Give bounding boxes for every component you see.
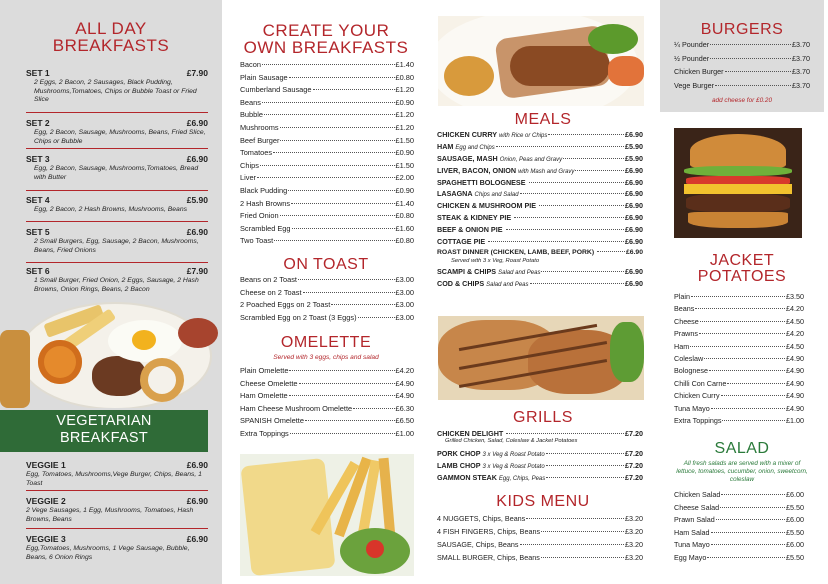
jacket-item xyxy=(674,416,804,428)
meal-name: SPAGHETTI BOLOGNESE xyxy=(437,177,526,187)
item-price: £1.00 xyxy=(395,428,414,438)
item-name: Ham Salad xyxy=(674,527,710,537)
item-price: £0.80 xyxy=(395,211,414,221)
item-price: £5.50 xyxy=(786,552,804,562)
meal-name: CHICKEN CURRY xyxy=(437,130,498,139)
salad-item xyxy=(674,515,804,528)
set-description: Egg, 2 Bacon, Sausage, Mushrooms,Tomatoes, Bread with Butter xyxy=(34,165,199,181)
meal-name: SCAMPI & CHIPS xyxy=(437,266,497,276)
create-item xyxy=(240,148,414,161)
set-description: 1 Small Burger, Fried Onion, 2 Eggs, Sausage, 2 Hash Browns, Onion Rings, Beans, 2 Bacon xyxy=(34,277,199,293)
burger-item xyxy=(674,54,810,68)
roast-dinner-photo xyxy=(438,16,644,106)
item-price: £3.00 xyxy=(395,300,414,310)
set-name: SET 6 xyxy=(26,266,50,276)
set-name: SET 4 xyxy=(26,195,50,205)
item-name: Tuna Mayo xyxy=(674,540,710,550)
item-name: Plain Sausage xyxy=(240,72,288,82)
meal-name: COD & CHIPS xyxy=(437,278,485,288)
item-price: £4.90 xyxy=(786,403,804,413)
veggie-item xyxy=(26,460,208,488)
item-price: £0.80 xyxy=(395,72,414,82)
meal-price: £5.90 xyxy=(625,141,643,151)
jacket-item-list xyxy=(674,292,804,428)
on-toast-title: ON TOAST xyxy=(283,256,369,273)
salad-item xyxy=(674,553,804,566)
create-breakfast-title xyxy=(222,22,430,56)
set-description: 2 Eggs, 2 Bacon, 2 Sausages, Black Pudding, Mushrooms,Tomatoes, Chips or Bubble Toast or Fried Slice xyxy=(34,79,197,104)
veggie-name: VEGGIE 2 xyxy=(26,496,66,506)
item-name: Tuna Mayo xyxy=(674,403,710,413)
item-price: £3.70 xyxy=(792,40,810,49)
item-name: Tomatoes xyxy=(240,148,273,158)
meal-item xyxy=(437,154,643,166)
chicken-delight-note: Grilled Chicken, Salad, Coleslaw & Jacket Potatoes xyxy=(445,438,578,444)
jacket-item xyxy=(674,329,804,341)
item-name: Liver xyxy=(240,173,257,183)
item-name: Chips xyxy=(240,160,259,170)
meal-sides: Onion, Peas and Gravy xyxy=(499,156,563,163)
meal-price: £6.90 xyxy=(625,278,643,288)
omelette-item xyxy=(240,366,414,379)
item-price: £1.40 xyxy=(395,198,414,208)
divider xyxy=(26,262,208,263)
item-name: Ham Omelette xyxy=(240,391,288,401)
set-price: £7.90 xyxy=(186,266,208,276)
meals-column xyxy=(430,0,656,584)
kids-item-list xyxy=(437,514,643,566)
set-item xyxy=(26,227,208,255)
grill-item xyxy=(437,429,643,438)
item-name: Beef Burger xyxy=(240,135,280,145)
set-description: 2 Small Burgers, Egg, Sausage, 2 Bacon, Mushrooms, Beans, Fried Onions xyxy=(34,238,199,254)
item-price: £6.00 xyxy=(786,490,804,499)
item-price: £4.90 xyxy=(395,391,414,401)
set-description: Egg, 2 Bacon, Sausage, Mushrooms, Beans, Fried Slice, Chips or Bubble xyxy=(34,129,206,145)
meal-sides: Salad and Peas xyxy=(498,269,541,276)
jacket-item xyxy=(674,366,804,378)
item-price: £2.00 xyxy=(395,173,414,183)
set-price: £5.90 xyxy=(186,195,208,205)
item-price: £4.20 xyxy=(786,304,804,314)
item-name: Ham xyxy=(674,341,690,351)
item-price: £4.90 xyxy=(786,391,804,401)
veggie-item xyxy=(26,496,208,524)
set-name: SET 3 xyxy=(26,154,50,164)
full-breakfast-photo xyxy=(0,300,222,408)
divider xyxy=(26,221,208,222)
meal-sides: with Rice or Chips xyxy=(499,133,548,139)
item-price: £1.00 xyxy=(786,415,804,425)
omelette-title: OMELETTE xyxy=(280,334,372,351)
item-name: Cheese on 2 Toast xyxy=(240,287,302,297)
item-name: Cumberland Sausage xyxy=(240,85,312,95)
veggie-name: VEGGIE 3 xyxy=(26,534,66,544)
grill-name: CHICKEN DELIGHT xyxy=(437,429,504,438)
item-name: Prawns xyxy=(674,329,698,339)
create-item xyxy=(240,123,414,136)
burger-item xyxy=(674,81,810,95)
item-name: Chicken Salad xyxy=(674,490,721,499)
create-item-list xyxy=(240,60,414,249)
item-price: £1.20 xyxy=(395,110,414,120)
item-name: Prawn Salad xyxy=(674,515,715,525)
item-name: ¼ Pounder xyxy=(674,40,710,49)
item-price: £4.50 xyxy=(786,316,804,326)
toast-item xyxy=(240,275,414,288)
meal-item xyxy=(437,178,643,190)
item-price: £4.50 xyxy=(786,341,804,351)
meal-sides: Chips and Salad xyxy=(474,192,519,199)
set-item xyxy=(26,154,208,182)
vegetarian-title-line-1: VEGETARIAN xyxy=(56,413,152,429)
burger-item-list xyxy=(674,40,810,94)
grills-title: GRILLS xyxy=(513,409,573,426)
item-price: £3.50 xyxy=(786,292,804,301)
vegetarian-title-line-2: BREAKFAST xyxy=(59,429,149,446)
item-price: £4.90 xyxy=(786,366,804,376)
item-price: £3.20 xyxy=(625,553,643,562)
create-item xyxy=(240,98,414,111)
salad-subtitle: All fresh salads are served with a mixer of lettuce, tomatoes, cucumber, onion, sweetcorn, coleslaw xyxy=(676,460,808,484)
item-price: £1.60 xyxy=(395,223,414,233)
item-name: Plain Omelette xyxy=(240,366,289,375)
veggie-item xyxy=(26,534,208,562)
item-name: Vege Burger xyxy=(674,80,714,90)
set-name: SET 5 xyxy=(26,227,50,237)
item-price: £0.90 xyxy=(395,185,414,195)
veggie-price: £6.90 xyxy=(186,460,208,470)
item-price: £4.20 xyxy=(395,366,414,375)
item-name: Cheese Salad xyxy=(674,502,720,512)
salad-item xyxy=(674,490,804,503)
create-item xyxy=(240,85,414,98)
divider xyxy=(26,528,208,529)
veggie-price: £6.90 xyxy=(186,534,208,544)
burgers-column xyxy=(656,0,828,584)
item-name: Black Pudding xyxy=(240,185,288,195)
meal-name: BEEF & ONION PIE xyxy=(437,225,503,235)
set-name: SET 2 xyxy=(26,118,50,128)
meal-price: £6.90 xyxy=(625,237,643,247)
omelette-item-list xyxy=(240,366,414,442)
burger-item xyxy=(674,67,810,81)
meal-item xyxy=(437,213,643,225)
grills-item-list xyxy=(437,429,643,485)
grill-price: £7.20 xyxy=(625,460,643,470)
title-line-2: POTATOES xyxy=(697,268,787,285)
omelette-item xyxy=(240,429,414,442)
meal-price: £6.90 xyxy=(625,225,643,235)
meal-name: ROAST DINNER (CHICKEN, LAMB, BEEF, PORK) xyxy=(437,248,595,256)
meal-name: STEAK & KIDNEY PIE xyxy=(437,213,512,223)
jacket-potatoes-title xyxy=(656,253,828,285)
item-price: £3.00 xyxy=(395,312,414,322)
item-name: SAUSAGE, Chips, Beans xyxy=(437,540,519,549)
item-name: Chilli Con Carne xyxy=(674,378,727,388)
create-item xyxy=(240,186,414,199)
item-name: Bolognese xyxy=(674,366,708,376)
veggie-description: Egg,Tomatoes, Mushrooms, 1 Vege Sausage, Bubble, Beans, 6 Onion Rings xyxy=(26,545,190,561)
salad-title: SALAD xyxy=(714,440,770,457)
jacket-item xyxy=(674,304,804,316)
all-day-breakfast-title xyxy=(0,20,222,54)
kids-item xyxy=(437,553,643,566)
veggie-description: 2 Vege Sausages, 1 Egg, Mushrooms, Tomatoes, Hash Browns, Beans xyxy=(26,507,194,523)
create-item xyxy=(240,173,414,186)
item-name: Scrambled Egg on 2 Toast (3 Eggs) xyxy=(240,312,357,322)
kids-menu-title: KIDS MENU xyxy=(496,493,590,510)
set-name: SET 1 xyxy=(26,68,50,78)
meal-item xyxy=(437,279,643,291)
meal-price: £6.90 xyxy=(625,213,643,223)
item-name: Coleslaw xyxy=(674,353,704,363)
omelette-item xyxy=(240,379,414,392)
set-price: £6.90 xyxy=(186,227,208,237)
grill-name: GAMMON STEAK xyxy=(437,472,497,482)
create-breakfast-column xyxy=(222,0,430,584)
item-price: £6.00 xyxy=(786,540,804,550)
create-item xyxy=(240,60,414,73)
item-name: Plain xyxy=(674,292,690,301)
item-price: £1.50 xyxy=(395,160,414,170)
item-price: £3.70 xyxy=(792,67,810,77)
meal-item xyxy=(437,142,643,154)
item-name: Extra Toppings xyxy=(240,428,289,438)
item-name: Beans xyxy=(674,304,695,314)
meal-price: £6.90 xyxy=(625,189,643,199)
meal-item xyxy=(437,166,643,178)
item-name: Cheese xyxy=(674,316,699,326)
kids-item xyxy=(437,514,643,527)
create-item xyxy=(240,136,414,149)
meal-price: £5.90 xyxy=(625,153,643,163)
set-item xyxy=(26,118,208,146)
grill-item xyxy=(437,473,643,485)
item-name: Bubble xyxy=(240,110,264,120)
meal-price: £6.90 xyxy=(625,165,643,175)
title-line-1: ALL DAY xyxy=(75,19,147,38)
add-cheese-note: add cheese for £0.20 xyxy=(711,97,773,104)
create-item xyxy=(240,73,414,86)
item-name: Beans xyxy=(240,97,261,107)
item-price: £4.90 xyxy=(786,378,804,388)
meal-name: LASAGNA xyxy=(437,189,473,199)
meal-sides: Egg and Chips xyxy=(455,144,495,151)
divider xyxy=(26,112,208,113)
item-price: £3.20 xyxy=(625,514,643,523)
set-price: £7.90 xyxy=(186,68,208,78)
set-item xyxy=(26,68,208,105)
jacket-item xyxy=(674,317,804,329)
item-price: £3.00 xyxy=(395,275,414,284)
meal-name: CHICKEN & MUSHROOM PIE xyxy=(437,201,537,211)
item-name: Chicken Curry xyxy=(674,391,720,401)
grill-price: £7.20 xyxy=(625,429,643,438)
burger-photo xyxy=(674,128,802,238)
jacket-item xyxy=(674,404,804,416)
item-name: Ham Cheese Mushroom Omelette xyxy=(240,403,353,413)
item-price: £6.30 xyxy=(395,403,414,413)
item-price: £5.50 xyxy=(786,502,804,512)
item-name: SMALL BURGER, Chips, Beans xyxy=(437,553,540,562)
item-price: £6.00 xyxy=(786,515,804,525)
item-price: £4.90 xyxy=(786,353,804,363)
item-name: Fried Onion xyxy=(240,211,279,221)
set-item xyxy=(26,195,208,215)
item-price: £1.50 xyxy=(395,135,414,145)
meals-title: MEALS xyxy=(514,111,572,128)
item-price: £3.20 xyxy=(625,527,643,536)
item-price: £0.90 xyxy=(395,148,414,158)
item-name: 2 Poached Eggs on 2 Toast xyxy=(240,300,331,310)
item-price: £3.00 xyxy=(395,287,414,297)
item-price: £3.70 xyxy=(792,80,810,90)
meal-item xyxy=(437,201,643,213)
toast-item xyxy=(240,313,414,326)
divider xyxy=(26,190,208,191)
grill-sides: Egg, Chips, Peas xyxy=(498,475,546,482)
kids-item xyxy=(437,540,643,553)
title-line-1: CREATE YOUR xyxy=(262,21,390,40)
grilled-chicken-photo xyxy=(438,316,644,400)
item-price: £0.90 xyxy=(395,97,414,107)
item-name: Chicken Burger xyxy=(674,67,724,77)
item-name: Scrambled Egg xyxy=(240,223,291,233)
jacket-item xyxy=(674,354,804,366)
meal-price: £6.90 xyxy=(625,130,643,139)
burgers-panel xyxy=(660,0,824,112)
omelette-subtitle: Served with 3 eggs, chips and salad xyxy=(273,354,379,361)
item-price: £5.50 xyxy=(786,527,804,537)
grill-price: £7.20 xyxy=(625,449,643,458)
grill-name: PORK CHOP xyxy=(437,449,481,458)
salad-item xyxy=(674,503,804,516)
omelette-item xyxy=(240,416,414,429)
meal-item xyxy=(437,189,643,201)
item-name: Mushrooms xyxy=(240,122,279,132)
divider xyxy=(26,490,208,491)
item-name: ½ Pounder xyxy=(674,53,710,63)
create-item xyxy=(240,161,414,174)
item-name: Extra Toppings xyxy=(674,415,722,425)
title-line-2: OWN BREAKFASTS xyxy=(243,38,409,57)
meal-item xyxy=(437,237,643,249)
jacket-item xyxy=(674,292,804,304)
set-price: £6.90 xyxy=(186,154,208,164)
all-day-breakfast-column xyxy=(0,0,222,584)
salad-item xyxy=(674,528,804,541)
create-item xyxy=(240,236,414,249)
meal-item xyxy=(437,225,643,237)
grill-name: LAMB CHOP xyxy=(437,460,481,470)
meal-price: £6.90 xyxy=(625,266,643,276)
item-price: £3.70 xyxy=(792,53,810,63)
divider xyxy=(26,148,208,149)
item-name: Beans on 2 Toast xyxy=(240,275,297,284)
meal-name: COTTAGE PIE xyxy=(437,237,486,247)
create-item xyxy=(240,211,414,224)
meal-name: SAUSAGE, MASH xyxy=(437,153,498,163)
grill-sides: 3 x Veg & Roast Potato xyxy=(482,463,545,470)
meals-item-list xyxy=(437,130,643,291)
meal-name: LIVER, BACON, ONION xyxy=(437,165,517,175)
item-name: Two Toast xyxy=(240,236,274,246)
jacket-item xyxy=(674,379,804,391)
salad-item-list xyxy=(674,490,804,566)
set-item xyxy=(26,266,208,294)
jacket-item xyxy=(674,391,804,403)
item-price: £4.90 xyxy=(395,378,414,388)
omelette-item xyxy=(240,404,414,417)
item-name: SPANISH Omelette xyxy=(240,416,304,426)
set-price: £6.90 xyxy=(186,118,208,128)
veggie-price: £6.90 xyxy=(186,496,208,506)
toast-item xyxy=(240,288,414,301)
meal-item xyxy=(437,249,643,258)
grill-sides: 3 x Veg & Roast Potato xyxy=(482,452,545,458)
burger-item xyxy=(674,40,810,54)
item-name: 2 Hash Browns xyxy=(240,198,291,208)
item-price: £1.40 xyxy=(395,60,414,69)
meal-sides: with Mash and Gravy xyxy=(518,168,575,175)
item-price: £1.20 xyxy=(395,85,414,95)
title-line-1: JACKET xyxy=(709,252,775,269)
salad-item xyxy=(674,540,804,553)
title-line-2: BREAKFASTS xyxy=(52,36,170,55)
create-item xyxy=(240,110,414,123)
create-item xyxy=(240,199,414,212)
omelette-item xyxy=(240,391,414,404)
meal-price: £6.90 xyxy=(625,201,643,211)
meal-sides: Salad and Peas xyxy=(486,281,529,288)
item-name: Cheese Omelette xyxy=(240,378,298,388)
meal-price: £6.90 xyxy=(625,248,643,256)
item-name: Bacon xyxy=(240,60,261,69)
grill-price: £7.20 xyxy=(625,472,643,482)
item-price: £1.20 xyxy=(395,122,414,132)
roast-dinner-note: Served with 3 x Veg, Roast Potato xyxy=(451,257,540,264)
meal-item xyxy=(437,130,643,142)
meal-name: HAM xyxy=(437,141,454,151)
set-description: Egg, 2 Bacon, 2 Hash Browns, Mushrooms, Beans xyxy=(34,206,188,213)
veggie-description: Egg, Tomatoes, Mushrooms,Vege Burger, Chips, Beans, 1 Toast xyxy=(26,471,202,487)
kids-item xyxy=(437,527,643,540)
burgers-title: BURGERS xyxy=(700,21,784,38)
item-name: 4 NUGGETS, Chips, Beans xyxy=(437,514,526,523)
vegetarian-banner xyxy=(0,410,208,452)
toast-item-list xyxy=(240,275,414,325)
item-name: Egg Mayo xyxy=(674,552,707,562)
veggie-name: VEGGIE 1 xyxy=(26,460,66,470)
item-price: £6.50 xyxy=(395,416,414,426)
item-price: £3.20 xyxy=(625,540,643,549)
item-price: £0.80 xyxy=(395,236,414,246)
omelette-chips-photo xyxy=(240,454,414,576)
item-price: £4.20 xyxy=(786,329,804,339)
grill-item xyxy=(437,461,643,473)
meal-item xyxy=(437,267,643,279)
create-item xyxy=(240,224,414,237)
grill-item xyxy=(437,449,643,461)
jacket-item xyxy=(674,342,804,354)
item-name: 4 FISH FINGERS, Chips, Beans xyxy=(437,527,541,536)
meal-price: £6.90 xyxy=(625,177,643,187)
toast-item xyxy=(240,300,414,313)
